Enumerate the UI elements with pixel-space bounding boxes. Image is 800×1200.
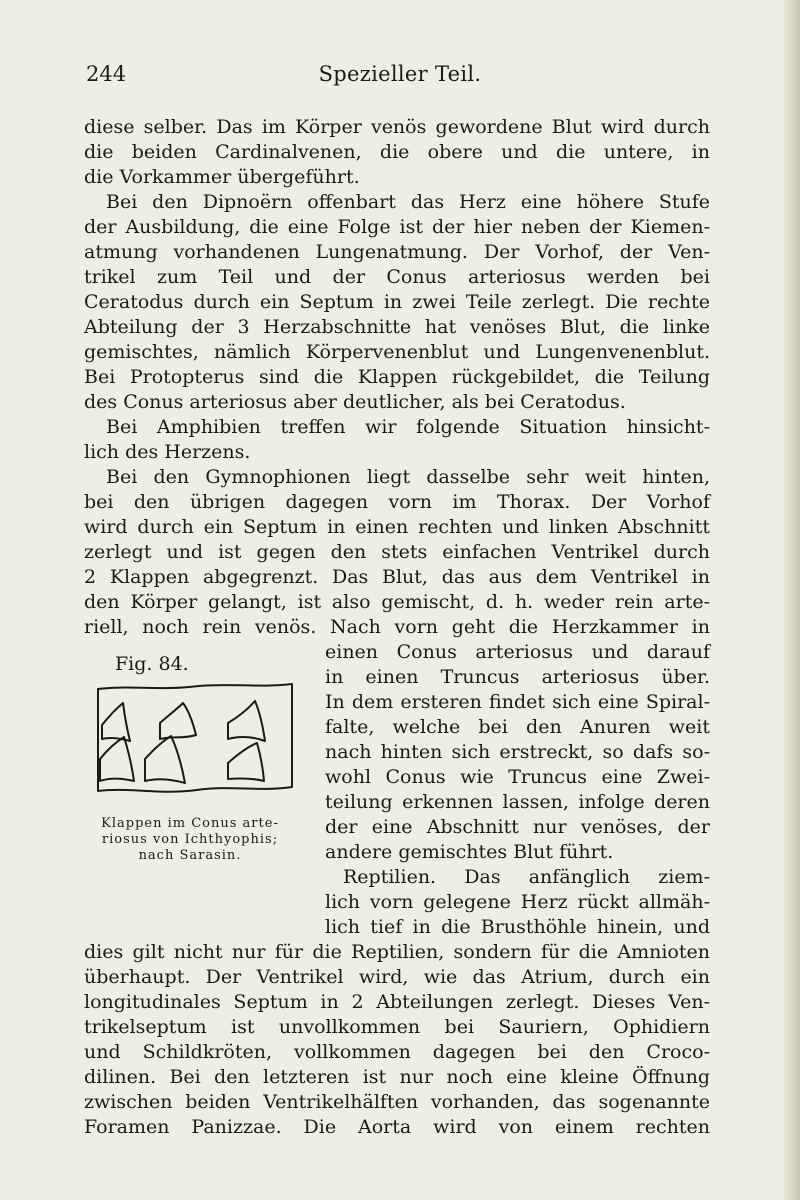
text-line: der eine Abschnitt nur venöses, der — [325, 816, 710, 838]
text-line: des Conus arteriosus aber deutlicher, als bei Ceratodus. — [84, 391, 626, 413]
text-line: riell, noch rein venös. Nach vorn geht die Herzkammer in — [84, 616, 710, 638]
text-line: atmung vorhandenen Lungenatmung. Der Vorhof, der Ven- — [84, 241, 710, 263]
text-line: nach hinten sich erstreckt, so dafs so- — [325, 741, 710, 763]
text-line: Reptilien. Das anfänglich ziem- — [343, 866, 710, 888]
text-line: in einen Truncus arteriosus über. — [325, 666, 710, 688]
text-line: lich vorn gelegene Herz rückt allmäh- — [325, 891, 710, 913]
page-number: 244 — [86, 62, 127, 86]
page-spine-shadow — [784, 0, 800, 1200]
text-line: Ceratodus durch ein Septum in zwei Teile zerlegt. Die rechte — [84, 291, 710, 313]
valve-shape — [102, 703, 130, 741]
text-line: einen Conus arteriosus und darauf — [325, 641, 710, 663]
text-line: andere gemischtes Blut führt. — [325, 841, 614, 863]
valve-shape — [145, 736, 185, 783]
text-line: dilinen. Bei den letzteren ist nur noch eine kleine Öffnung — [84, 1066, 710, 1088]
text-line: longitudinales Septum in 2 Abteilungen zerlegt. Dieses Ven- — [84, 991, 710, 1013]
text-line: überhaupt. Der Ventrikel wird, wie das Atrium, durch ein — [84, 966, 710, 988]
text-line: wird durch ein Septum in einen rechten und linken Abschnitt — [84, 516, 710, 538]
text-line: Bei den Dipnoërn offenbart das Herz eine höhere Stufe — [106, 191, 710, 213]
figure-84-illustration — [89, 675, 294, 803]
text-line: Abteilung der 3 Herzabschnitte hat venöses Blut, die linke — [84, 316, 710, 338]
running-title: Spezieller Teil. — [318, 62, 482, 86]
text-line: und Schildkröten, vollkommen dagegen bei den Croco- — [84, 1041, 710, 1063]
text-line: trikel zum Teil und der Conus arteriosus werden bei — [84, 266, 710, 288]
figure-caption-line: riosus von Ichthyophis; — [101, 832, 279, 847]
figure-caption-line: Klappen im Conus arte- — [101, 816, 279, 831]
text-line: Bei den Gymnophionen liegt dasselbe sehr weit hinten, — [106, 466, 710, 488]
text-line: zwischen beiden Ventrikelhälften vorhanden, das sogenannte — [84, 1091, 710, 1113]
text-line: Bei Protopterus sind die Klappen rückgebildet, die Teilung — [84, 366, 710, 388]
text-line: lich des Herzens. — [84, 441, 251, 463]
figure-label: Fig. 84. — [115, 653, 189, 675]
text-line: bei den übrigen dagegen vorn im Thorax. Der Vorhof — [84, 491, 710, 513]
page-header — [80, 62, 720, 92]
valve-shape — [228, 701, 265, 741]
text-line: In dem ersteren findet sich eine Spiral- — [325, 691, 710, 713]
text-line: gemischtes, nämlich Körpervenenblut und Lungenvenenblut. — [84, 341, 710, 363]
text-line: Foramen Panizzae. Die Aorta wird von einem rechten — [84, 1116, 710, 1138]
valve-shape — [228, 743, 264, 781]
text-line: die Vorkammer übergeführt. — [84, 166, 360, 188]
text-line: der Ausbildung, die eine Folge ist der hier neben der Kiemen- — [84, 216, 710, 238]
text-line: Bei Amphibien treffen wir folgende Situation hinsicht- — [106, 416, 710, 438]
text-line: diese selber. Das im Körper venös gewordene Blut wird durch — [84, 116, 710, 138]
valve-shape — [160, 703, 196, 739]
valve-shape — [100, 737, 134, 781]
text-line: 2 Klappen abgegrenzt. Das Blut, das aus dem Ventrikel in — [84, 566, 710, 588]
figure-caption-line: nach Sarasin. — [138, 848, 242, 863]
text-line: dies gilt nicht nur für die Reptilien, sondern für die Amnioten — [84, 941, 710, 963]
text-line: die beiden Cardinalvenen, die obere und die untere, in — [84, 141, 710, 163]
text-line: zerlegt und ist gegen den stets einfachen Ventrikel durch — [84, 541, 710, 563]
text-line: teilung erkennen lassen, infolge deren — [325, 791, 710, 813]
text-line: den Körper gelangt, ist also gemischt, d. h. weder rein arte- — [84, 591, 710, 613]
text-line: falte, welche bei den Anuren weit — [325, 716, 710, 738]
text-line: trikelseptum ist unvollkommen bei Sauriern, Ophidiern — [84, 1016, 710, 1038]
text-line: lich tief in die Brusthöhle hinein, und — [325, 916, 710, 938]
text-line: wohl Conus wie Truncus eine Zwei- — [325, 766, 710, 788]
